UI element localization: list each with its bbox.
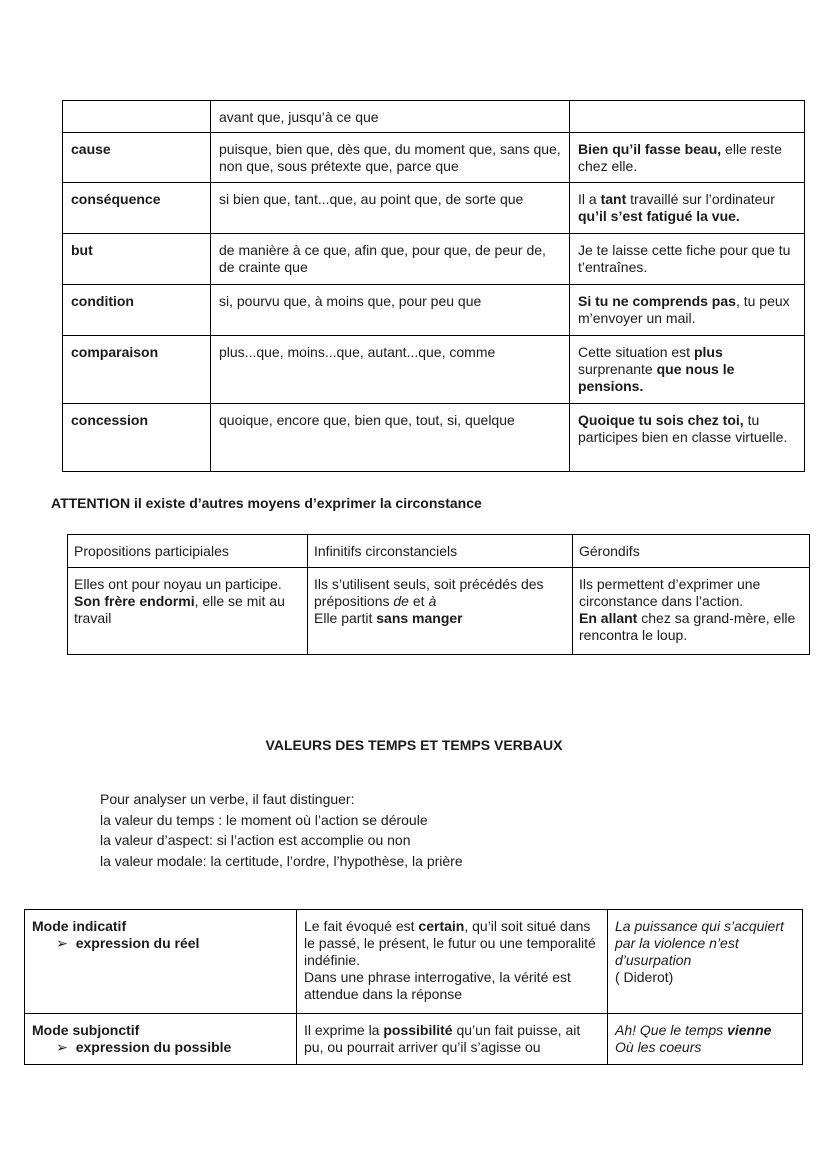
circonstance-label: concession — [63, 404, 211, 472]
circonstance-label: but — [63, 234, 211, 285]
intro-line: Pour analyser un verbe, il faut distinguer: — [100, 791, 355, 807]
subordonnants-cell: plus...que, moins...que, autant...que, comme — [211, 336, 570, 404]
example-cell: Bien qu’il fasse beau, elle reste chez elle. — [570, 133, 805, 183]
circonstance-label: cause — [63, 133, 211, 183]
intro-paragraph — [100, 789, 463, 871]
description-cell: Le fait évoqué est certain, qu’il soit situé dans le passé, le présent, le futur ou une temporalité indéfinie. Dans une phrase interrogative, la vérité est attendue dans la réponse — [297, 910, 608, 1014]
table-row — [63, 404, 805, 472]
table-header-row — [68, 535, 810, 568]
modes-table — [24, 909, 803, 1065]
column-header: Gérondifs — [573, 535, 810, 568]
example-cell: Quoique tu sois chez toi, tu participes bien en classe virtuelle. — [570, 404, 805, 472]
table-row — [63, 234, 805, 285]
mode-subtitle: expression du réel — [75, 935, 200, 951]
subordonnants-cell: de manière à ce que, afin que, pour que, de peur de, de crainte que — [211, 234, 570, 285]
arrow-bullet-icon: ➢ — [56, 1039, 68, 1055]
table-row — [63, 285, 805, 336]
gerondifs-cell: Ils permettent d’exprimer une circonstance dans l’action. En allant chez sa grand-mère, elle rencontra le loup. — [573, 568, 810, 655]
subordonnants-cell: quoique, encore que, bien que, tout, si, quelque — [211, 404, 570, 472]
table-row — [68, 568, 810, 655]
intro-line: la valeur modale: la certitude, l’ordre, l’hypothèse, la prière — [100, 852, 463, 869]
moyens-table — [67, 534, 810, 655]
mode-title: Mode indicatif — [32, 918, 127, 934]
subordonnants-cell: avant que, jusqu’à ce que — [211, 101, 570, 133]
circonstance-label: condition — [63, 285, 211, 336]
circonstance-label: conséquence — [63, 183, 211, 234]
infinitifs-cell: Ils s’utilisent seuls, soit précédés des prépositions de et à Elle partit sans manger — [308, 568, 573, 655]
participiales-cell: Elles ont pour noyau un participe. Son frère endormi, elle se mit au travail — [68, 568, 308, 655]
mode-cell — [25, 1014, 297, 1065]
table-row — [25, 1014, 803, 1065]
section-title: VALEURS DES TEMPS ET TEMPS VERBAUX — [265, 737, 563, 753]
example-cell: Je te laisse cette fiche pour que tu t’entraînes. — [570, 234, 805, 285]
arrow-bullet-icon: ➢ — [56, 935, 68, 951]
mode-title: Mode subjonctif — [32, 1022, 140, 1038]
mode-cell — [25, 910, 297, 1014]
example-cell: La puissance qui s’acquiert par la violence n’est d’usurpation ( Diderot) — [608, 910, 803, 1014]
conjonctions-table — [62, 100, 805, 472]
intro-line: la valeur du temps : le moment où l’action se déroule — [100, 811, 428, 828]
subordonnants-cell: puisque, bien que, dès que, du moment que, sans que, non que, sous prétexte que, parce que — [211, 133, 570, 183]
table-row — [63, 133, 805, 183]
description-cell: Il exprime la possibilité qu’un fait puisse, ait pu, ou pourrait arriver qu’il s’agisse ou — [297, 1014, 608, 1065]
example-cell: Si tu ne comprends pas, tu peux m’envoyer un mail. — [570, 285, 805, 336]
table-row — [63, 336, 805, 404]
column-header: Infinitifs circonstanciels — [308, 535, 573, 568]
subordonnants-cell: si, pourvu que, à moins que, pour peu que — [211, 285, 570, 336]
example-cell: Cette situation est plus surprenante que nous le pensions. — [570, 336, 805, 404]
intro-line: la valeur d’aspect: si l’action est accomplie ou non — [100, 832, 411, 848]
table-row — [63, 183, 805, 234]
table-row — [25, 910, 803, 1014]
circonstance-label: comparaison — [63, 336, 211, 404]
example-cell: Ah! Que le temps vienne Où les coeurs — [608, 1014, 803, 1065]
subordonnants-cell: si bien que, tant...que, au point que, de sorte que — [211, 183, 570, 234]
attention-heading: ATTENTION il existe d’autres moyens d’exprimer la circonstance — [51, 495, 482, 511]
column-header: Propositions participiales — [68, 535, 308, 568]
mode-subtitle: expression du possible — [75, 1039, 232, 1055]
example-cell: Il a tant travaillé sur l’ordinateur qu’il s’est fatigué la vue. — [570, 183, 805, 234]
table-row — [63, 101, 805, 133]
